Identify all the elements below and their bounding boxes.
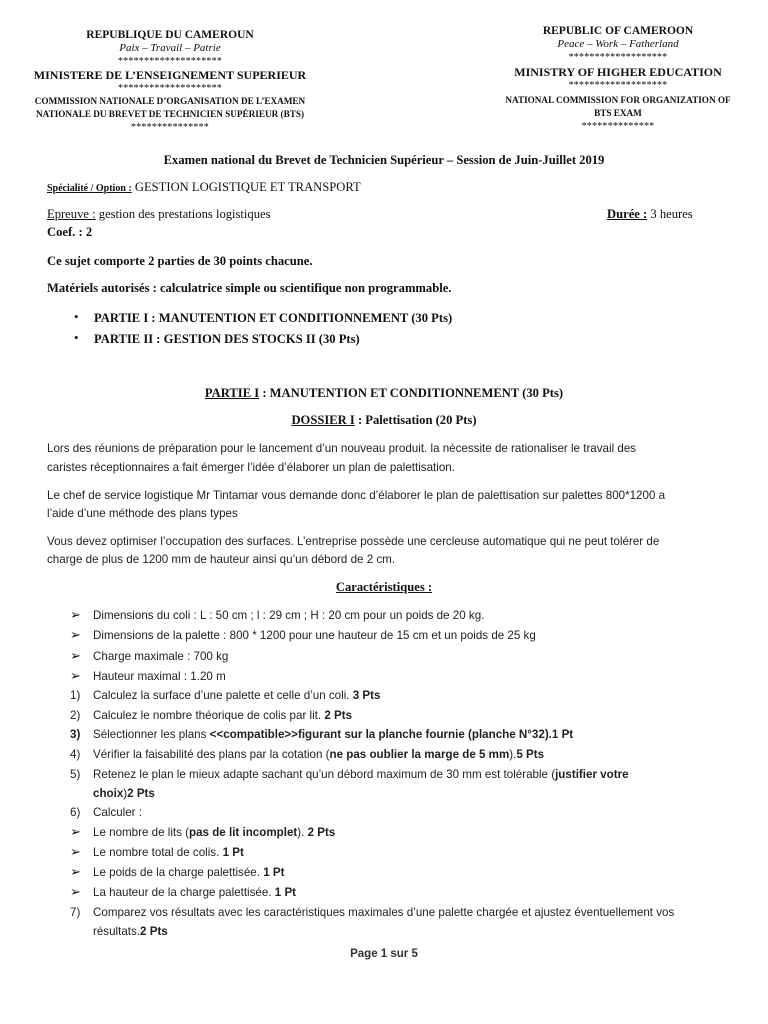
subquestion-2 [93,846,244,859]
country-en: REPUBLIC OF CAMEROON [542,25,694,37]
speciality-line [47,180,361,195]
question-5-cont [93,787,155,800]
authorized-materials: Matériels autorisés : calculatrice simple ou scientifique non programmable. [47,281,452,295]
question-text-bold: justifier votre [555,768,629,781]
parts-intro: Ce sujet comporte 2 parties de 30 points chacune. [47,254,313,268]
commission-en-line1: NATIONAL COMMISSION FOR ORGANIZATION OF [505,95,731,105]
paragraph-3-line2: charge de plus de 1200 mm de hauteur ainsi qu’un débord de 2 cm. [47,553,396,566]
question-number: 7) [70,906,81,919]
question-number: 4) [70,748,81,761]
paragraph-2-line1: Le chef de service logistique Mr Tintamar vous demande donc d’élaborer le plan de palettisation sur palettes 800*1200 a [47,489,666,502]
characteristic-item: Dimensions de la palette : 800 * 1200 pour une hauteur de 15 cm et un poids de 25 kg [93,629,536,642]
question-number: 1) [70,689,81,702]
paragraph-2-line2: l’aide d’une méthode des plans types [47,507,238,520]
motto-fr: Paix – Travail – Patrie [119,42,221,54]
characteristic-item: Hauteur maximal : 1.20 m [93,670,226,683]
question-points: 5 Pts [516,748,545,761]
characteristic-item: Charge maximale : 700 kg [93,650,229,663]
question-text: Sélectionner les plans [93,728,207,741]
question-text: ) [123,787,128,800]
ministry-fr: MINISTERE DE L’ENSEIGNEMENT SUPERIEUR [33,68,307,82]
duree-line [607,207,693,222]
question-points: 1 Pt [551,728,574,741]
arrow-bullet-icon: ➢ [70,864,81,879]
question-3 [93,728,573,741]
question-text: résultats. [93,925,141,938]
question-points: 3 Pts [352,689,381,702]
country-fr: REPUBLIQUE DU CAMEROUN [86,29,254,41]
question-text: Calculez le nombre théorique de colis par lit. [93,709,322,722]
exam-title: Examen national du Brevet de Technicien Supérieur – Session de Juin-Juillet 2019 [163,153,605,167]
question-points: 2 Pts [127,787,155,800]
dossier-heading [0,413,768,428]
question-number: 5) [70,768,81,781]
question-text: Le nombre de lits ( [93,826,190,839]
question-6: Calculer : [93,806,142,819]
duree-label: Durée : [607,207,648,221]
arrow-bullet-icon: ➢ [70,607,81,622]
question-points: 1 Pt [263,866,285,879]
duree-value: 3 heures [650,207,693,221]
question-number: 6) [70,806,81,819]
question-points: 2 Pts [324,709,353,722]
question-text-bold: choix [93,787,124,800]
commission-fr-line1: COMMISSION NATIONALE D’ORGANISATION DE L’EXAMEN [34,96,306,106]
part1-heading-rest: : MANUTENTION ET CONDITIONNEMENT (30 Pts) [259,386,564,400]
dossier-label: DOSSIER I [291,413,355,427]
arrow-bullet-icon: ➢ [70,627,81,642]
separator: ******************* [568,80,668,91]
arrow-bullet-icon: ➢ [70,844,81,859]
separator: ************** [581,121,655,132]
paragraph-1-line2: caristes réceptionnaires a fait émerger l’idée d’élaborer un plan de palettisation. [47,461,455,474]
separator: ******************* [568,52,668,63]
question-text: Le poids de la charge palettisée. [93,866,260,879]
arrow-bullet-icon: ➢ [70,668,81,683]
question-number: 3) [70,728,81,741]
question-2 [93,709,352,722]
page-number: Page 1 sur 5 [350,948,418,960]
ministry-en: MINISTRY OF HIGHER EDUCATION [514,65,722,79]
characteristics-title: Caractéristiques : [335,580,433,594]
question-number: 2) [70,709,81,722]
header-french [12,29,328,134]
question-1 [93,689,380,702]
header-english [468,25,768,133]
subquestion-1 [93,826,335,839]
question-points: 1 Pt [274,886,297,899]
epreuve-line [47,207,271,222]
question-4 [93,748,544,761]
part1-heading-label: PARTIE I [204,386,260,400]
epreuve-value: gestion des prestations logistiques [98,207,271,221]
part-summary-2: PARTIE II : GESTION DES STOCKS II (30 Pts) [94,332,360,346]
separator: ******************** [118,56,222,67]
question-points: 2 Pts [140,925,168,938]
dossier-rest: : Palettisation (20 Pts) [354,413,477,427]
coefficient: Coef. : 2 [47,225,93,239]
arrow-bullet-icon: ➢ [70,884,81,899]
arrow-bullet-icon: ➢ [70,648,81,663]
motto-en: Peace – Work – Fatherland [557,38,679,50]
question-7-line1: Comparez vos résultats avec les caractéristiques maximales d’une palette chargée et ajustez éventuellement vos [93,906,675,919]
speciality-value: GESTION LOGISTIQUE ET TRANSPORT [134,180,361,194]
bullet-icon: • [74,330,79,345]
question-text: Retenez le plan le mieux adapte sachant qu’un débord maximum de 30 mm est tolérable ( [93,768,556,781]
question-text: ). [509,748,517,761]
epreuve-label: Epreuve : [47,207,96,221]
part1-heading [0,386,768,401]
part-summary-1: PARTIE I : MANUTENTION ET CONDITIONNEMENT (30 Pts) [94,311,453,325]
separator: *************** [131,122,209,133]
bullet-icon: • [74,309,79,324]
paragraph-3-line1: Vous devez optimiser l’occupation des surfaces. L’entreprise possède une cercleuse automatique qui ne peut tolérer de [47,535,660,548]
question-text: La hauteur de la charge palettisée. [93,886,272,899]
question-points: 1 Pt [222,846,244,859]
question-text-bold: <<compatible>>figurant sur la planche fournie (planche N°32). [209,728,552,741]
question-5 [93,768,629,781]
paragraph-1-line1: Lors des réunions de préparation pour le lancement d’un nouveau produit. la nécessite de rationaliser le travail des [47,442,637,455]
question-text-bold: pas de lit incomplet [189,826,298,839]
characteristic-item: Dimensions du coli : L : 50 cm ; l : 29 cm ; H : 20 cm pour un poids de 20 kg. [93,609,485,622]
question-text: ). [297,826,305,839]
commission-en-line2: BTS EXAM [594,108,642,118]
question-text: Le nombre total de colis. [93,846,220,859]
speciality-label: Spécialité / Option : [47,183,132,194]
question-text-bold: ne pas oublier la marge de 5 mm [329,748,510,761]
question-text: Vérifier la faisabilité des plans par la cotation ( [93,748,330,761]
subquestion-3 [93,866,284,879]
commission-fr-line2: NATIONALE DU BREVET DE TECHNICIEN SUPÉRIEUR (BTS) [35,109,305,119]
question-text: Calculez la surface d’une palette et celle d’un coli. [93,689,350,702]
arrow-bullet-icon: ➢ [70,824,81,839]
question-points: 2 Pts [307,826,336,839]
subquestion-4 [93,886,296,899]
question-7-line2 [93,925,168,938]
separator: ******************** [118,83,222,94]
